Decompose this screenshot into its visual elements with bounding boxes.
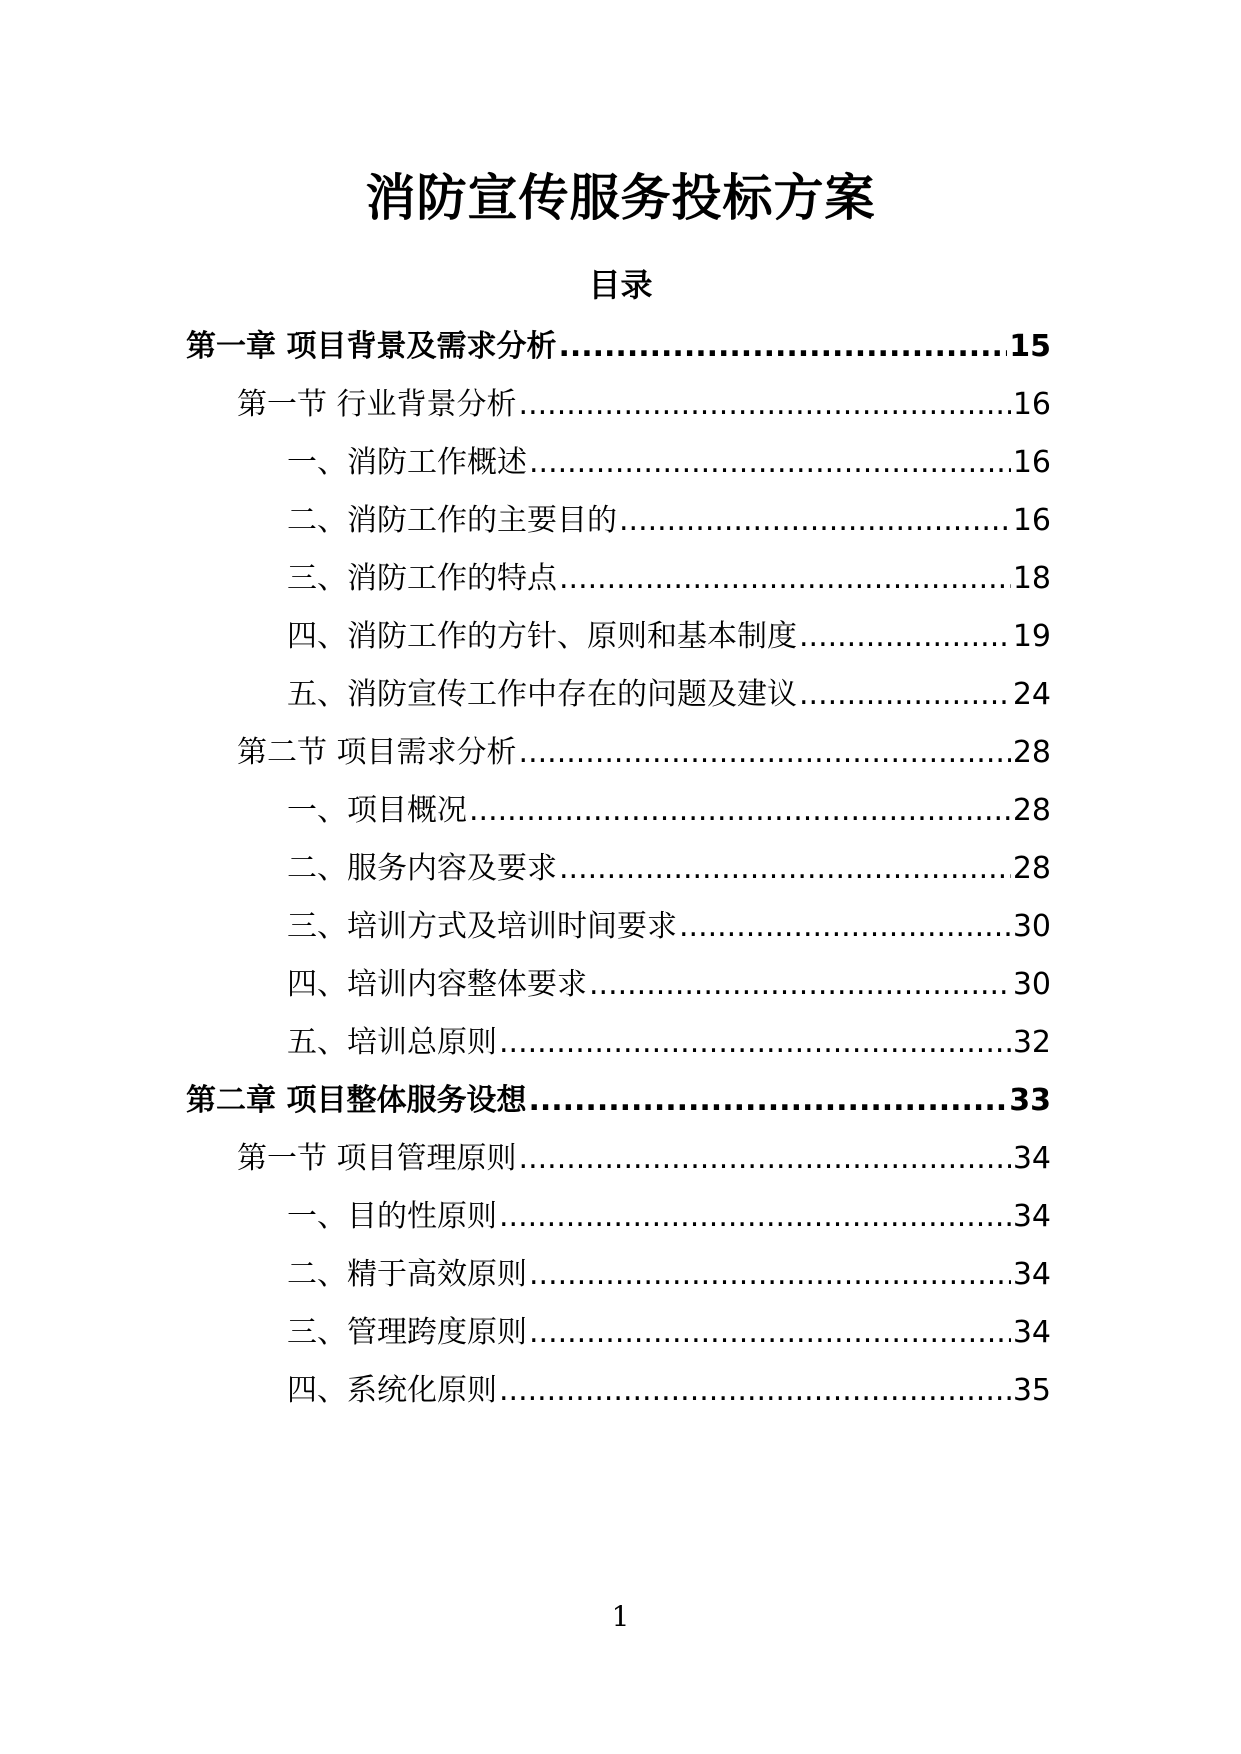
toc-entry-page: 30 — [1012, 909, 1051, 944]
toc-dot-leader — [559, 554, 1011, 604]
toc-dot-leader — [499, 1018, 1011, 1068]
toc-entry-page: 16 — [1012, 445, 1051, 480]
toc-entry-label: 五、消防宣传工作中存在的问题及建议 — [287, 677, 797, 712]
toc-dot-leader — [529, 1308, 1011, 1358]
toc-entry-page: 34 — [1012, 1257, 1051, 1292]
toc-entry-page: 34 — [1012, 1199, 1051, 1234]
toc-entry-page: 19 — [1012, 619, 1051, 654]
toc-entry-page: 15 — [1009, 329, 1051, 364]
toc-dot-leader — [519, 380, 1011, 430]
toc-entry-label: 二、精于高效原则 — [287, 1257, 527, 1292]
toc-entry-page: 16 — [1012, 387, 1051, 422]
toc-entry-label: 第二章 项目整体服务设想 — [186, 1083, 527, 1118]
toc-dot-leader — [528, 1076, 1007, 1126]
toc-entry-item[interactable] — [287, 1308, 1051, 1358]
toc-entry-label: 四、消防工作的方针、原则和基本制度 — [287, 619, 797, 654]
toc-entry-label: 第一节 项目管理原则 — [237, 1141, 517, 1176]
toc-entry-item[interactable] — [287, 844, 1051, 894]
toc-entry-item[interactable] — [287, 786, 1051, 836]
toc-entry-item[interactable] — [287, 496, 1051, 546]
toc-dot-leader — [589, 960, 1011, 1010]
toc-dot-leader — [529, 438, 1011, 488]
toc-entry-item[interactable] — [287, 1366, 1051, 1416]
toc-entry-label: 一、项目概况 — [287, 793, 467, 828]
toc-entry-item[interactable] — [287, 960, 1051, 1010]
toc-entry-chapter[interactable] — [186, 322, 1051, 372]
toc-dot-leader — [558, 322, 1007, 372]
toc-entry-page: 34 — [1012, 1315, 1051, 1350]
toc-dot-leader — [799, 670, 1011, 720]
toc-entry-page: 34 — [1012, 1141, 1051, 1176]
toc-entry-page: 24 — [1012, 677, 1051, 712]
toc-entry-page: 33 — [1009, 1083, 1051, 1118]
toc-entry-item[interactable] — [287, 612, 1051, 662]
toc-dot-leader — [499, 1366, 1011, 1416]
toc-dot-leader — [799, 612, 1011, 662]
toc-entry-page: 28 — [1012, 735, 1051, 770]
toc-dot-leader — [469, 786, 1011, 836]
toc-entry-item[interactable] — [287, 902, 1051, 952]
toc-entry-item[interactable] — [287, 670, 1051, 720]
toc-entry-label: 一、目的性原则 — [287, 1199, 497, 1234]
toc-entry-page: 28 — [1012, 793, 1051, 828]
toc-entry-section[interactable] — [237, 728, 1051, 778]
toc-entry-label: 三、消防工作的特点 — [287, 561, 557, 596]
toc-entry-page: 32 — [1012, 1025, 1051, 1060]
page-number: 1 — [611, 1600, 630, 1633]
toc-dot-leader — [519, 1134, 1011, 1184]
toc-entry-page: 35 — [1012, 1373, 1051, 1408]
toc-entry-label: 三、管理跨度原则 — [287, 1315, 527, 1350]
toc-entry-label: 第二节 项目需求分析 — [237, 735, 517, 770]
toc-entry-label: 第一节 行业背景分析 — [237, 387, 517, 422]
toc-entry-item[interactable] — [287, 438, 1051, 488]
toc-entry-page: 16 — [1012, 503, 1051, 538]
toc-entry-section[interactable] — [237, 380, 1051, 430]
document-title: 消防宣传服务投标方案 — [365, 169, 876, 227]
toc-entry-label: 五、培训总原则 — [287, 1025, 497, 1060]
toc-entry-item[interactable] — [287, 1250, 1051, 1300]
toc-dot-leader — [619, 496, 1011, 546]
toc-entry-item[interactable] — [287, 1018, 1051, 1068]
toc-entry-label: 三、培训方式及培训时间要求 — [287, 909, 677, 944]
toc-dot-leader — [529, 1250, 1011, 1300]
toc-dot-leader — [519, 728, 1011, 778]
toc-entry-section[interactable] — [237, 1134, 1051, 1184]
toc-entry-label: 第一章 项目背景及需求分析 — [186, 329, 557, 364]
toc-dot-leader — [559, 844, 1011, 894]
toc-entry-label: 二、服务内容及要求 — [287, 851, 557, 886]
toc-dot-leader — [679, 902, 1011, 952]
toc-heading: 目录 — [588, 266, 653, 304]
toc-entry-page: 18 — [1012, 561, 1051, 596]
toc-entry-label: 二、消防工作的主要目的 — [287, 503, 617, 538]
toc-entry-chapter[interactable] — [186, 1076, 1051, 1126]
toc-entry-page: 28 — [1012, 851, 1051, 886]
toc-dot-leader — [499, 1192, 1011, 1242]
toc-entry-label: 四、培训内容整体要求 — [287, 967, 587, 1002]
toc-entry-label: 一、消防工作概述 — [287, 445, 527, 480]
toc-entry-item[interactable] — [287, 554, 1051, 604]
toc-entry-label: 四、系统化原则 — [287, 1373, 497, 1408]
toc-entry-page: 30 — [1012, 967, 1051, 1002]
toc-entry-item[interactable] — [287, 1192, 1051, 1242]
